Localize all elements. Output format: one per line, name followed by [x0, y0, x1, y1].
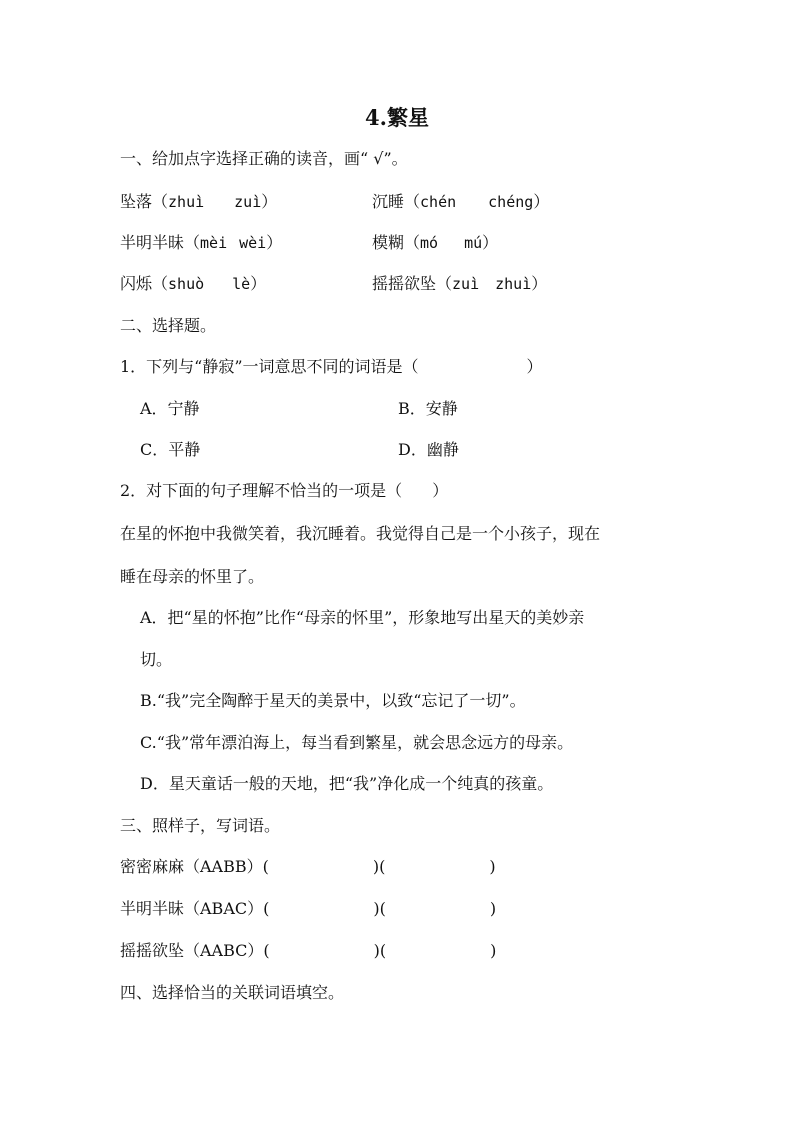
pinyin-item-6: 摇摇欲坠（zuì zhuì） — [372, 274, 548, 293]
pinyin-word: 闪烁 — [120, 274, 153, 293]
pinyin-option-a: mèi — [200, 234, 228, 252]
q2-option-a-line-2: 切。 — [140, 650, 173, 669]
q2-option-a-line-1: A．把“星的怀抱”比作“母亲的怀里”，形象地写出星天的美妙亲 — [140, 608, 585, 627]
pinyin-option-a: mó — [420, 234, 439, 252]
pinyin-word: 模糊 — [372, 233, 405, 252]
question-2 — [120, 479, 448, 503]
pinyin-item-1: 坠落（zhuì zuì） — [120, 192, 278, 211]
pinyin-option-a: zhuì — [168, 193, 205, 211]
word-pattern-label: 密密麻麻（AABB） — [120, 857, 263, 876]
pinyin-word: 半明半昧 — [120, 233, 185, 252]
word-pattern-label: 摇摇欲坠（AABC） — [120, 941, 264, 960]
word-row-aabc: 摇摇欲坠（AABC）( )( ) — [120, 941, 497, 960]
section1-heading: 一、给加点字选择正确的读音，画“ √”。 — [120, 149, 408, 168]
q2-option-c: C.“我”常年漂泊海上，每当看到繁星，就会思念远方的母亲。 — [140, 733, 574, 752]
q2-passage-line-2: 睡在母亲的怀里了。 — [120, 567, 265, 586]
pinyin-item-4: 模糊（mó mú） — [372, 233, 499, 252]
pinyin-option-b: zuì — [234, 193, 262, 211]
q1-option-a: A．宁静 — [140, 399, 200, 418]
q2-option-d: D．星天童话一般的天地，把“我”净化成一个纯真的孩童。 — [140, 774, 554, 793]
question-2-stem: 2．对下面的句子理解不恰当的一项是（ — [120, 481, 403, 500]
pinyin-option-b: wèi — [239, 234, 267, 252]
word-row-abac: 半明半昧（ABAC）( )( ) — [120, 899, 497, 918]
pinyin-item-2: 沉睡（chén chéng） — [372, 192, 550, 211]
pinyin-word: 沉睡 — [372, 192, 405, 211]
pinyin-option-a: chén — [420, 193, 457, 211]
question-1-stem: 1．下列与“静寂”一词意思不同的词语是（ — [120, 357, 419, 376]
section3-heading: 三、照样子，写词语。 — [120, 816, 281, 835]
q1-option-d: D．幽静 — [398, 440, 459, 459]
pinyin-option-b: mú — [464, 234, 483, 252]
word-row-aabb: 密密麻麻（AABB）( )( ) — [120, 857, 496, 876]
q2-passage-line-1: 在星的怀抱中我微笑着，我沉睡着。我觉得自己是一个小孩子，现在 — [120, 524, 601, 543]
q2-option-b: B.“我”完全陶醉于星天的美景中，以致“忘记了一切”。 — [140, 691, 526, 710]
pinyin-item-3: 半明半昧（mèi wèi） — [120, 233, 283, 252]
word-pattern-label: 半明半昧（ABAC） — [120, 899, 264, 918]
pinyin-option-b: zhuì — [495, 275, 532, 293]
pinyin-word: 摇摇欲坠 — [372, 274, 437, 293]
question-1 — [120, 355, 543, 379]
section4-heading: 四、选择恰当的关联词语填空。 — [120, 983, 345, 1002]
page-title: 4.繁星 — [365, 105, 429, 130]
pinyin-word: 坠落 — [120, 192, 153, 211]
pinyin-option-b: chéng — [488, 193, 534, 211]
question-1-close: ） — [526, 357, 543, 376]
pinyin-option-a: shuò — [168, 275, 205, 293]
pinyin-option-b: lè — [232, 275, 251, 293]
pinyin-item-5: 闪烁（shuò lè） — [120, 274, 267, 293]
section2-heading: 二、选择题。 — [120, 316, 217, 335]
q1-option-b: B．安静 — [398, 399, 458, 418]
q1-option-c: C．平静 — [140, 440, 201, 459]
question-2-close: ） — [432, 481, 449, 500]
pinyin-option-a: zuì — [452, 275, 480, 293]
